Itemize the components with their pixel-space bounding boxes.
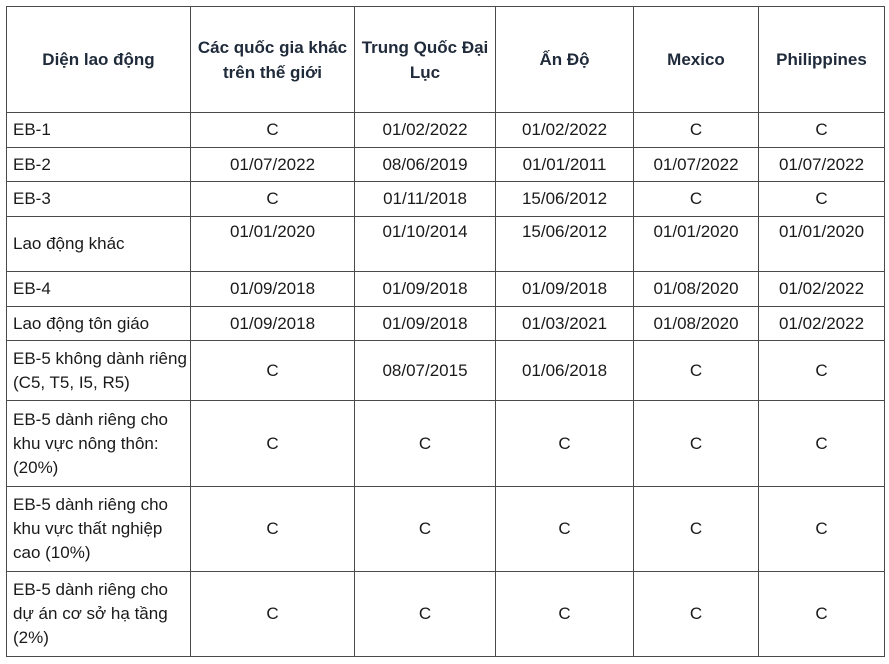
cell-china: C xyxy=(355,401,496,487)
row-category: EB-5 không dành riêng (C5, T5, I5, R5) xyxy=(7,341,191,401)
cell-india: 01/03/2021 xyxy=(496,307,634,341)
cell-mexico: C xyxy=(634,341,759,401)
row-category: EB-5 dành riêng cho dự án cơ sở hạ tầng (2%) xyxy=(7,572,191,657)
row-category: EB-5 dành riêng cho khu vực nông thôn: (20%) xyxy=(7,401,191,487)
cell-other-countries: C xyxy=(191,487,355,572)
cell-philippines: C xyxy=(759,341,885,401)
cell-mexico: C xyxy=(634,487,759,572)
table-row xyxy=(7,307,885,341)
table-row xyxy=(7,182,885,217)
cell-china: 08/07/2015 xyxy=(355,341,496,401)
table-row xyxy=(7,572,885,657)
row-category: EB-2 xyxy=(7,148,191,182)
header-mexico: Mexico xyxy=(634,7,759,113)
cell-china: C xyxy=(355,487,496,572)
cell-mexico: 01/08/2020 xyxy=(634,272,759,307)
cell-other-countries: C xyxy=(191,572,355,657)
cell-china: 01/09/2018 xyxy=(355,272,496,307)
table-row xyxy=(7,217,885,272)
cell-other-countries: 01/09/2018 xyxy=(191,272,355,307)
header-other-countries: Các quốc gia khác trên thế giới xyxy=(191,7,355,113)
cell-other-countries: C xyxy=(191,401,355,487)
row-category: Lao động khác xyxy=(7,217,191,272)
cell-other-countries: 01/01/2020 xyxy=(191,217,355,272)
cell-philippines: C xyxy=(759,113,885,148)
cell-philippines: C xyxy=(759,401,885,487)
header-philippines: Philippines xyxy=(759,7,885,113)
cell-other-countries: 01/07/2022 xyxy=(191,148,355,182)
cell-mexico: C xyxy=(634,182,759,217)
cell-philippines: C xyxy=(759,487,885,572)
cell-india: 15/06/2012 xyxy=(496,182,634,217)
cell-philippines: 01/02/2022 xyxy=(759,272,885,307)
row-category: Lao động tôn giáo xyxy=(7,307,191,341)
cell-mexico: C xyxy=(634,113,759,148)
cell-india: C xyxy=(496,487,634,572)
cell-china: 01/02/2022 xyxy=(355,113,496,148)
visa-bulletin-table-container xyxy=(6,6,885,657)
cell-india: 01/06/2018 xyxy=(496,341,634,401)
cell-china: 01/10/2014 xyxy=(355,217,496,272)
cell-india: C xyxy=(496,401,634,487)
visa-bulletin-table xyxy=(6,6,885,657)
cell-other-countries: C xyxy=(191,341,355,401)
table-row xyxy=(7,487,885,572)
cell-india: 01/01/2011 xyxy=(496,148,634,182)
cell-philippines: 01/07/2022 xyxy=(759,148,885,182)
table-row xyxy=(7,341,885,401)
cell-india: 01/02/2022 xyxy=(496,113,634,148)
cell-mexico: 01/07/2022 xyxy=(634,148,759,182)
cell-china: 01/11/2018 xyxy=(355,182,496,217)
table-row xyxy=(7,113,885,148)
row-category: EB-4 xyxy=(7,272,191,307)
cell-mexico: 01/01/2020 xyxy=(634,217,759,272)
row-category: EB-5 dành riêng cho khu vực thất nghiệp cao (10%) xyxy=(7,487,191,572)
cell-other-countries: 01/09/2018 xyxy=(191,307,355,341)
cell-china: 01/09/2018 xyxy=(355,307,496,341)
header-row xyxy=(7,7,885,113)
row-category: EB-3 xyxy=(7,182,191,217)
cell-mexico: C xyxy=(634,401,759,487)
table-row xyxy=(7,401,885,487)
table-row xyxy=(7,272,885,307)
cell-india: 15/06/2012 xyxy=(496,217,634,272)
cell-philippines: C xyxy=(759,182,885,217)
cell-mexico: C xyxy=(634,572,759,657)
cell-philippines: 01/01/2020 xyxy=(759,217,885,272)
cell-china: 08/06/2019 xyxy=(355,148,496,182)
cell-india: C xyxy=(496,572,634,657)
cell-philippines: 01/02/2022 xyxy=(759,307,885,341)
header-india: Ấn Độ xyxy=(496,7,634,113)
cell-other-countries: C xyxy=(191,182,355,217)
cell-china: C xyxy=(355,572,496,657)
table-row xyxy=(7,148,885,182)
row-category: EB-1 xyxy=(7,113,191,148)
cell-philippines: C xyxy=(759,572,885,657)
cell-mexico: 01/08/2020 xyxy=(634,307,759,341)
header-china: Trung Quốc Đại Lục xyxy=(355,7,496,113)
cell-india: 01/09/2018 xyxy=(496,272,634,307)
header-category: Diện lao động xyxy=(7,7,191,113)
cell-other-countries: C xyxy=(191,113,355,148)
